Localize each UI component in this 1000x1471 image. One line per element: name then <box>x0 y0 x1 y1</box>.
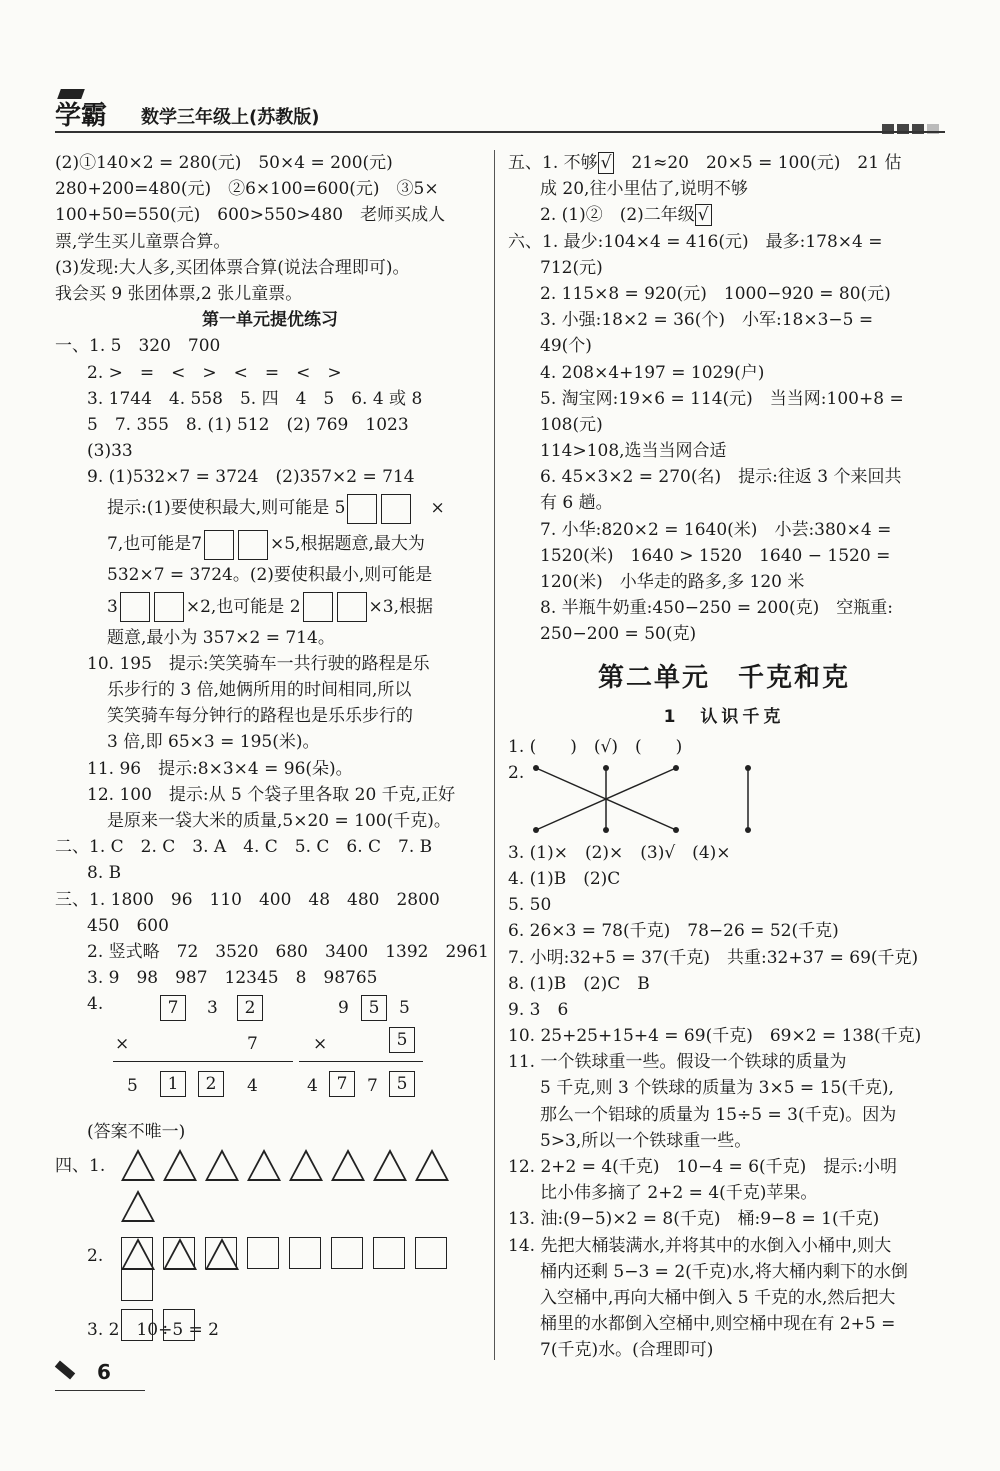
answer-line: 3. 9 98 987 12345 8 98765 <box>87 968 378 989</box>
answer-line: (答案不唯一) <box>87 1122 186 1143</box>
answer-line: 2. (1)② (2)二年级 √ <box>508 202 940 228</box>
answer-line: 3. 小强:18×2 = 36(个) 小军:18×3−5 = <box>540 310 874 331</box>
digit-box: 5 <box>361 995 387 1021</box>
triangle-icon <box>121 1149 155 1181</box>
triangle-icon <box>205 1149 239 1181</box>
blank-box <box>120 592 150 622</box>
answer-line: 一、1. 5 320 700 <box>55 336 221 357</box>
answer-line: (2)①140×2 = 280(元) 50×4 = 200(元) <box>55 153 393 173</box>
triangle-icon <box>289 1149 323 1181</box>
answer-line: 5 7. 355 8. (1) 512 (2) 769 1023 <box>87 414 409 435</box>
answer-line: 3. 1744 4. 558 5. 四 4 5 6. 4 或 8 <box>87 388 423 409</box>
digit-box: 7 <box>329 1071 355 1097</box>
answer-line: 120(米) 小华走的路多,多 120 米 <box>540 572 805 592</box>
answer-line: 49(个) <box>540 336 592 357</box>
square-icon <box>205 1237 237 1269</box>
hint-line: 7,也可能是7 ×5,根据题意,最大为 <box>55 526 485 562</box>
square-icon <box>121 1309 153 1341</box>
header-rule <box>55 131 945 133</box>
answer-line: 二、1. C 2. C 3. A 4. C 5. C 6. C 7. B <box>55 837 433 858</box>
answer-line: (3)发现:大人多,买团体票合算(说法合理即可)。 <box>55 257 410 278</box>
square-icon <box>247 1237 279 1269</box>
answer-line: 100+50=550(元) 600>550>480 老师买成人 <box>55 205 446 226</box>
answer-line: 10. 25+25+15+4 = 69(千克) 69×2 = 138(千克) <box>508 1026 922 1047</box>
answer-line: 12. 2+2 = 4(千克) 10−4 = 6(千克) 提示:小明 <box>508 1157 897 1177</box>
triangle-answer: 四、1. <box>55 1145 485 1233</box>
right-column <box>508 150 940 1364</box>
triangle-icon <box>121 1190 155 1222</box>
answer-line: 108(元) <box>540 414 603 435</box>
answer-line: 11. 96 提示:8×3×4 = 96(朵)。 <box>87 758 353 779</box>
answer-line: 2. > = < > < = < > <box>87 362 342 383</box>
answer-line: 1. ( ) (√) ( ) <box>508 736 683 757</box>
left-column <box>55 150 489 1344</box>
page-header <box>55 95 945 135</box>
check-box: √ <box>598 152 615 174</box>
equation-bar <box>299 1061 423 1062</box>
unit-title: 第二单元 千克和克 <box>597 662 850 693</box>
answer-line: 比小伟多摘了 2+2 = 4(千克)苹果。 <box>540 1183 818 1204</box>
blank-box <box>381 494 411 524</box>
answer-line: 14. 先把大桶装满水,并将其中的水倒入小桶中,则大 <box>508 1235 892 1256</box>
header-blocks-icon <box>879 119 939 138</box>
answer-line: 我会买 9 张团体票,2 张儿童票。 <box>55 283 303 304</box>
equation-bar <box>113 1061 293 1062</box>
answer-line: 2. 115×8 = 920(元) 1000−920 = 80(元) <box>540 283 891 304</box>
book-title: 数学三年级上(苏教版) <box>141 107 320 128</box>
page-number: 6 <box>97 1360 111 1384</box>
check-box: √ <box>695 204 712 226</box>
answer-line: 4. 208×4+197 = 1029(户) <box>540 362 765 383</box>
answer-line: 桶里的水都倒入空桶中,则空桶中现在有 2+5 = <box>540 1314 896 1335</box>
answer-line: 6. 26×3 = 78(千克) 78−26 = 52(千克) <box>508 921 839 942</box>
answer-line: 5. 50 <box>508 895 552 916</box>
answer-line: 7(千克)水。(合理即可) <box>540 1340 714 1361</box>
answer-line: 5>3,所以一个铁球重一些。 <box>540 1130 752 1151</box>
answer-line: 7. 小华:820×2 = 1640(米) 小芸:380×4 = <box>540 519 892 540</box>
triangle-icon <box>331 1149 365 1181</box>
answer-line: 8. B <box>87 863 122 884</box>
answer-line: 笑笑骑车每分钟行的路程也是乐乐步行的 <box>107 706 413 727</box>
answer-line: 3. (1)× (2)× (3)√ (4)× <box>508 842 731 863</box>
matching-answer: 2. <box>508 760 940 840</box>
lesson-title: 1 认识千克 <box>663 706 785 727</box>
answer-line: 桶内还剩 5−3 = 2(千克)水,将大桶内剩下的水倒 <box>540 1261 908 1282</box>
answer-line: 11. 一个铁球重一些。假设一个铁球的质量为 <box>508 1052 847 1073</box>
answer-line: 3 倍,即 65×3 = 195(米)。 <box>107 732 320 753</box>
answer-line: 6. 45×3×2 = 270(名) 提示:往返 3 个来回共 <box>540 467 902 488</box>
digit-box: 7 <box>160 995 186 1021</box>
square-icon <box>289 1237 321 1269</box>
answer-line: 9. (1)532×7 = 3724 (2)357×2 = 714 <box>87 467 415 488</box>
multiplication-puzzles: 4. 7 3 2 × 7 5 1 2 4 9 5 5 × 5 4 7 7 5 <box>55 991 485 1119</box>
answer-line: 3. 2 10÷5 = 2 <box>87 1320 219 1341</box>
digit-box: 2 <box>198 1071 224 1097</box>
square-icon <box>373 1237 405 1269</box>
square-answer: 2. <box>55 1233 485 1317</box>
answer-line: 8. 半瓶牛奶重:450−250 = 200(克) 空瓶重: <box>540 598 893 619</box>
column-divider <box>494 150 495 1360</box>
blank-box <box>238 530 268 560</box>
answer-line: 4. (1)B (2)C <box>508 868 621 889</box>
digit-box: 5 <box>389 1027 415 1053</box>
answer-line: 7. 小明:32+5 = 37(千克) 共重:32+37 = 69(千克) <box>508 947 919 968</box>
triangle-icon <box>163 1149 197 1181</box>
answer-line: 五、1. 不够 √ 21≈20 20×5 = 100(元) 21 估 <box>508 153 902 173</box>
answer-line: (3)33 <box>87 441 133 462</box>
answer-line: 有 6 趟。 <box>540 493 613 514</box>
blank-box <box>303 592 333 622</box>
blank-box <box>204 530 234 560</box>
answer-line: 三、1. 1800 96 110 400 48 480 2800 <box>55 889 440 910</box>
page-footer <box>55 1360 145 1390</box>
square-icon <box>415 1237 447 1269</box>
blank-box <box>347 494 377 524</box>
square-icon <box>331 1237 363 1269</box>
pencil-icon <box>55 1361 75 1380</box>
answer-line: 450 600 <box>87 915 169 936</box>
answer-line: 114>108,选当当网合适 <box>540 441 727 462</box>
section-title: 第一单元提优练习 <box>202 310 338 331</box>
square-icon <box>163 1309 195 1341</box>
square-icon <box>121 1269 153 1301</box>
digit-box: 1 <box>160 1071 186 1097</box>
answer-line: 六、1. 最少:104×4 = 416(元) 最多:178×4 = <box>508 231 883 252</box>
answer-line: 乐步行的 3 倍,她俩所用的时间相同,所以 <box>107 680 412 700</box>
digit-box: 2 <box>237 995 263 1021</box>
answer-line: 入空桶中,再向大桶中倒入 5 千克的水,然后把大 <box>540 1287 896 1308</box>
hint-line: 3 ×2,也可能是 2 ×3,根据 <box>55 589 485 625</box>
footer-rule <box>55 1390 145 1391</box>
answer-line: 8. (1)B (2)C B <box>508 973 650 994</box>
answer-line: 10. 195 提示:笑笑骑车一共行驶的路程是乐 <box>87 653 430 674</box>
answer-line: 280+200=480(元) ②6×100=600(元) ③5× <box>55 179 439 200</box>
hint-line: 提示:(1)要使积最大,则可能是 5 × <box>55 490 485 526</box>
answer-line: 12. 100 提示:从 5 个袋子里各取 20 千克,正好 <box>87 784 456 805</box>
hint-line: 题意,最小为 357×2 = 714。 <box>107 627 335 648</box>
triangle-icon <box>415 1149 449 1181</box>
square-icon <box>121 1237 153 1269</box>
matching-lines <box>528 760 768 840</box>
answer-line: 5 千克,则 3 个铁球的质量为 3×5 = 15(千克), <box>540 1078 894 1099</box>
hint-line: 532×7 = 3724。(2)要使积最小,则可能是 <box>107 565 433 586</box>
answer-line: 票,学生买儿童票合算。 <box>55 231 231 252</box>
answer-line: 250−200 = 50(克) <box>540 624 697 645</box>
answer-line: 成 20,往小里估了,说明不够 <box>540 179 748 200</box>
digit-box: 5 <box>389 1071 415 1097</box>
answer-line: 9. 3 6 <box>508 999 569 1020</box>
triangle-icon <box>373 1149 407 1181</box>
blank-box <box>337 592 367 622</box>
triangle-icon <box>247 1149 281 1181</box>
answer-line: 712(元) <box>540 257 603 278</box>
answer-line: 1520(米) 1640 > 1520 1640 − 1520 = <box>540 545 891 566</box>
square-icon <box>163 1237 195 1269</box>
answer-line: 2. 竖式略 72 3520 680 3400 1392 2961 <box>87 941 489 962</box>
answer-line: 13. 油:(9−5)×2 = 8(千克) 桶:9−8 = 1(千克) <box>508 1209 880 1230</box>
brand-logo: 学霸 <box>55 101 108 131</box>
blank-box <box>154 592 184 622</box>
answer-line: 是原来一袋大米的质量,5×20 = 100(千克)。 <box>107 810 451 831</box>
answer-line: 5. 淘宝网:19×6 = 114(元) 当当网:100+8 = <box>540 388 904 409</box>
answer-line: 那么一个铝球的质量为 15÷5 = 3(千克)。因为 <box>540 1104 897 1125</box>
